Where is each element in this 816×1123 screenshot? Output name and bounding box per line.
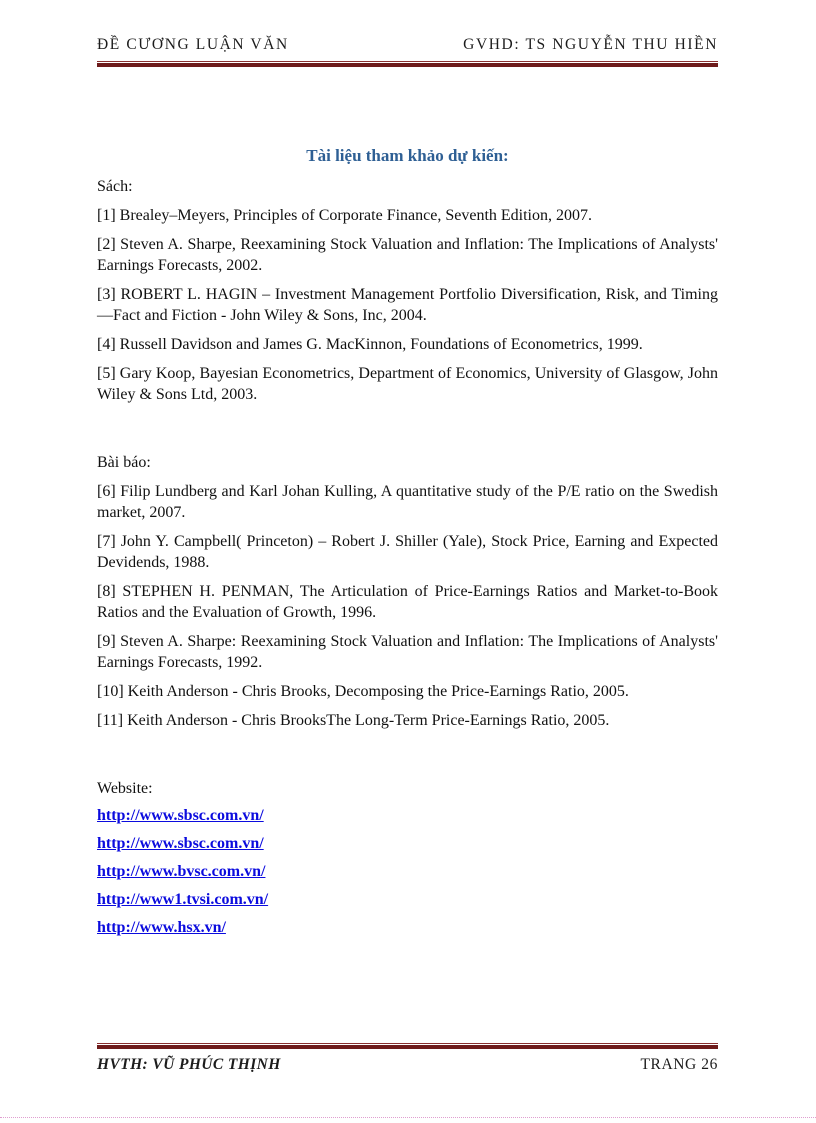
section-heading-websites: Website:	[97, 780, 153, 797]
section-heading-articles: Bài báo:	[97, 454, 151, 471]
reference-item: [8] STEPHEN H. PENMAN, The Articulation of Price-Earnings Ratios and Market-to-Book Ratios and the Evaluation of Growth, 1996.	[97, 583, 718, 621]
page-footer	[97, 1056, 718, 1074]
reference-item: [10] Keith Anderson - Chris Brooks, Decomposing the Price-Earnings Ratio, 2005.	[97, 683, 629, 700]
reference-item: [6] Filip Lundberg and Karl Johan Kulling, A quantitative study of the P/E ratio on the Swedish market, 2007.	[97, 483, 718, 521]
reference-item: [3] ROBERT L. HAGIN – Investment Management Portfolio Diversification, Risk, and Timing—Fact and Fiction - John Wiley & Sons, Inc, 2004.	[97, 286, 718, 324]
page-boundary-dots	[0, 1117, 816, 1118]
website-link-row	[97, 835, 718, 852]
website-link[interactable]: http://www.hsx.vn/	[97, 919, 226, 936]
header-left-text: ĐỀ CƯƠNG LUẬN VĂN	[97, 36, 289, 53]
page-title: Tài liệu tham khảo dự kiến:	[306, 146, 509, 165]
footer-rule	[97, 1043, 718, 1049]
website-link-row	[97, 919, 718, 936]
reference-item: [2] Steven A. Sharpe, Reexamining Stock Valuation and Inflation: The Implications of Analysts' Earnings Forecasts, 2002.	[97, 236, 718, 274]
reference-item: [9] Steven A. Sharpe: Reexamining Stock Valuation and Inflation: The Implications of Analysts' Earnings Forecasts, 1992.	[97, 633, 718, 671]
header-right-text: GVHD: TS NGUYỄN THU HIỀN	[463, 36, 718, 53]
page-header	[97, 36, 718, 54]
reference-item: [4] Russell Davidson and James G. MacKinnon, Foundations of Econometrics, 1999.	[97, 336, 643, 353]
footer-page-number: TRANG 26	[640, 1056, 718, 1073]
document-body	[97, 66, 718, 947]
website-link[interactable]: http://www1.tvsi.com.vn/	[97, 891, 269, 908]
website-link[interactable]: http://www.sbsc.com.vn/	[97, 835, 264, 852]
website-link-row	[97, 863, 718, 880]
website-link-row	[97, 891, 718, 908]
footer-left-text: HVTH: VŨ PHÚC THỊNH	[97, 1056, 281, 1073]
website-link[interactable]: http://www.sbsc.com.vn/	[97, 807, 264, 824]
website-link[interactable]: http://www.bvsc.com.vn/	[97, 863, 266, 880]
website-link-row	[97, 807, 718, 824]
reference-item: [7] John Y. Campbell( Princeton) – Robert J. Shiller (Yale), Stock Price, Earning and Expected Devidends, 1988.	[97, 533, 718, 571]
reference-item: [1] Brealey–Meyers, Principles of Corporate Finance, Seventh Edition, 2007.	[97, 207, 592, 224]
reference-item: [5] Gary Koop, Bayesian Econometrics, Department of Economics, University of Glasgow, John Wiley & Sons Ltd, 2003.	[97, 365, 718, 403]
section-heading-books: Sách:	[97, 178, 133, 195]
reference-item: [11] Keith Anderson - Chris BrooksThe Long-Term Price-Earnings Ratio, 2005.	[97, 712, 610, 729]
